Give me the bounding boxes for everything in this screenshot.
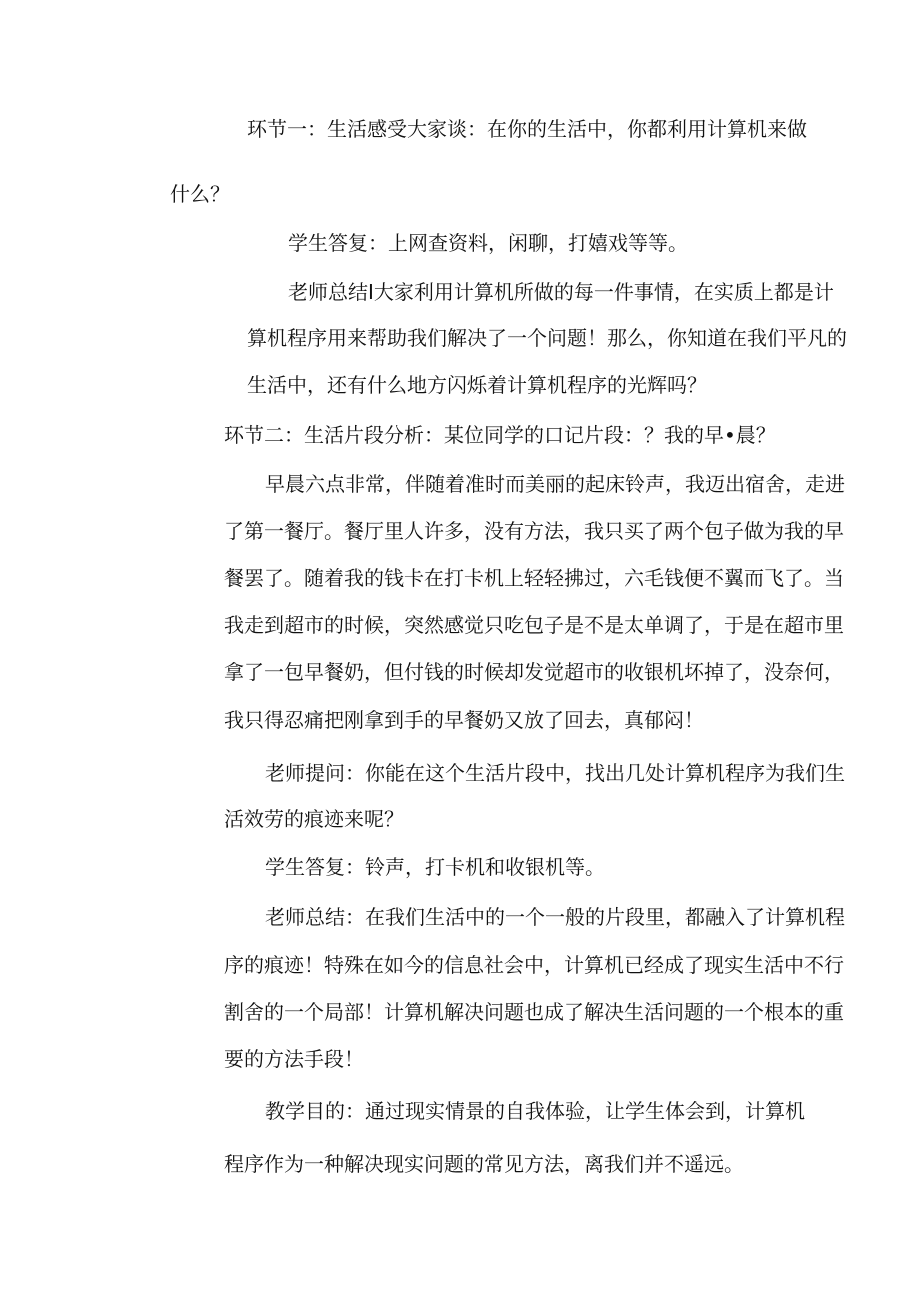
teacher-summary-2-label: 老师总结：	[265, 905, 365, 929]
story-line-3: 餐罢了。随着我的钱卡在打卡机上轻轻拂过，六毛钱便不翼而飞了。当	[224, 566, 844, 590]
story-line-6: 我只得忍痛把刚拿到手的早餐奶又放了回去，真郁闷！	[224, 708, 704, 732]
teacher-summary-1-line-3: 生活中，还有什么地方闪烁着计算机程序的光辉吗？	[247, 373, 707, 397]
teacher-question-line-1: 你能在这个生活片段中，找出几处计算机程序为我们生	[365, 761, 845, 785]
section-1-heading	[247, 115, 807, 143]
student-reply-1-label: 学生答复：	[288, 231, 388, 255]
section-2-heading	[224, 421, 776, 449]
teaching-goal	[265, 1097, 805, 1125]
story-line-4: 我走到超市的时候，突然感觉只吃包子是不是太单调了，于是在超市里	[224, 613, 844, 637]
student-reply-2-text: 铃声，打卡机和收银机等。	[365, 855, 605, 879]
student-reply-2-label: 学生答复：	[265, 855, 365, 879]
teaching-goal-line-1: 通过现实情景的自我体验，让学生体会到，计算机	[365, 1099, 805, 1123]
section-1-label: 环节一：生活感受大家谈：	[247, 117, 487, 141]
teacher-summary-1-line-1: 大家利用计算机所做的每一件事情，在实质上都是计	[373, 280, 834, 304]
teacher-summary-1-label: 老师总结I	[288, 280, 374, 304]
teacher-question-line-2: 活效劳的痕迹来呢？	[224, 807, 404, 831]
teacher-question	[265, 759, 845, 787]
teacher-summary-1	[288, 278, 834, 306]
teacher-summary-2-line-1: 在我们生活中的一个一般的片段里，都融入了计算机程	[365, 905, 845, 929]
teacher-summary-2-line-3: 割舍的一个局部！计算机解决问题也成了解决生活问题的一个根本的重	[224, 1000, 844, 1024]
section-1-question-line-1: 在你的生活中，你都利用计算机来做	[487, 117, 807, 141]
teaching-goal-label: 教学目的：	[265, 1099, 365, 1123]
teacher-summary-2-line-4: 要的方法手段！	[224, 1047, 364, 1071]
teacher-summary-2-line-2: 序的痕迹！特殊在如今的信息社会中，计算机已经成了现实生活中不行	[224, 953, 844, 977]
section-2-label: 环节二：生活片段分析：	[224, 423, 444, 447]
student-reply-1-text: 上网查资料，闲聊，打嬉戏等等。	[388, 231, 688, 255]
story-line-5: 拿了一包早餐奶，但付钱的时候却发觉超市的收银机坏掉了，没奈何，	[224, 660, 844, 684]
section-2-text: 某位同学的口记片段：？我的早•晨？	[444, 423, 776, 447]
student-reply-1	[288, 229, 688, 257]
section-1-question-line-2: 什么？	[170, 182, 230, 206]
teaching-goal-line-2: 程序作为一种解决现实问题的常见方法，离我们并不遥远。	[224, 1152, 744, 1176]
story-line-2: 了第一餐厅。餐厅里人许多，没有方法，我只买了两个包子做为我的早	[224, 519, 844, 543]
teacher-summary-2	[265, 903, 845, 931]
teacher-summary-1-line-2: 算机程序用来帮助我们解决了一个问题！那么，你知道在我们平凡的	[247, 326, 847, 350]
story-line-1: 早晨六点非常，伴随着准时而美丽的起床铃声，我迈出宿舍，走进	[265, 472, 845, 496]
student-reply-2	[265, 853, 605, 881]
teacher-question-label: 老师提问：	[265, 761, 365, 785]
